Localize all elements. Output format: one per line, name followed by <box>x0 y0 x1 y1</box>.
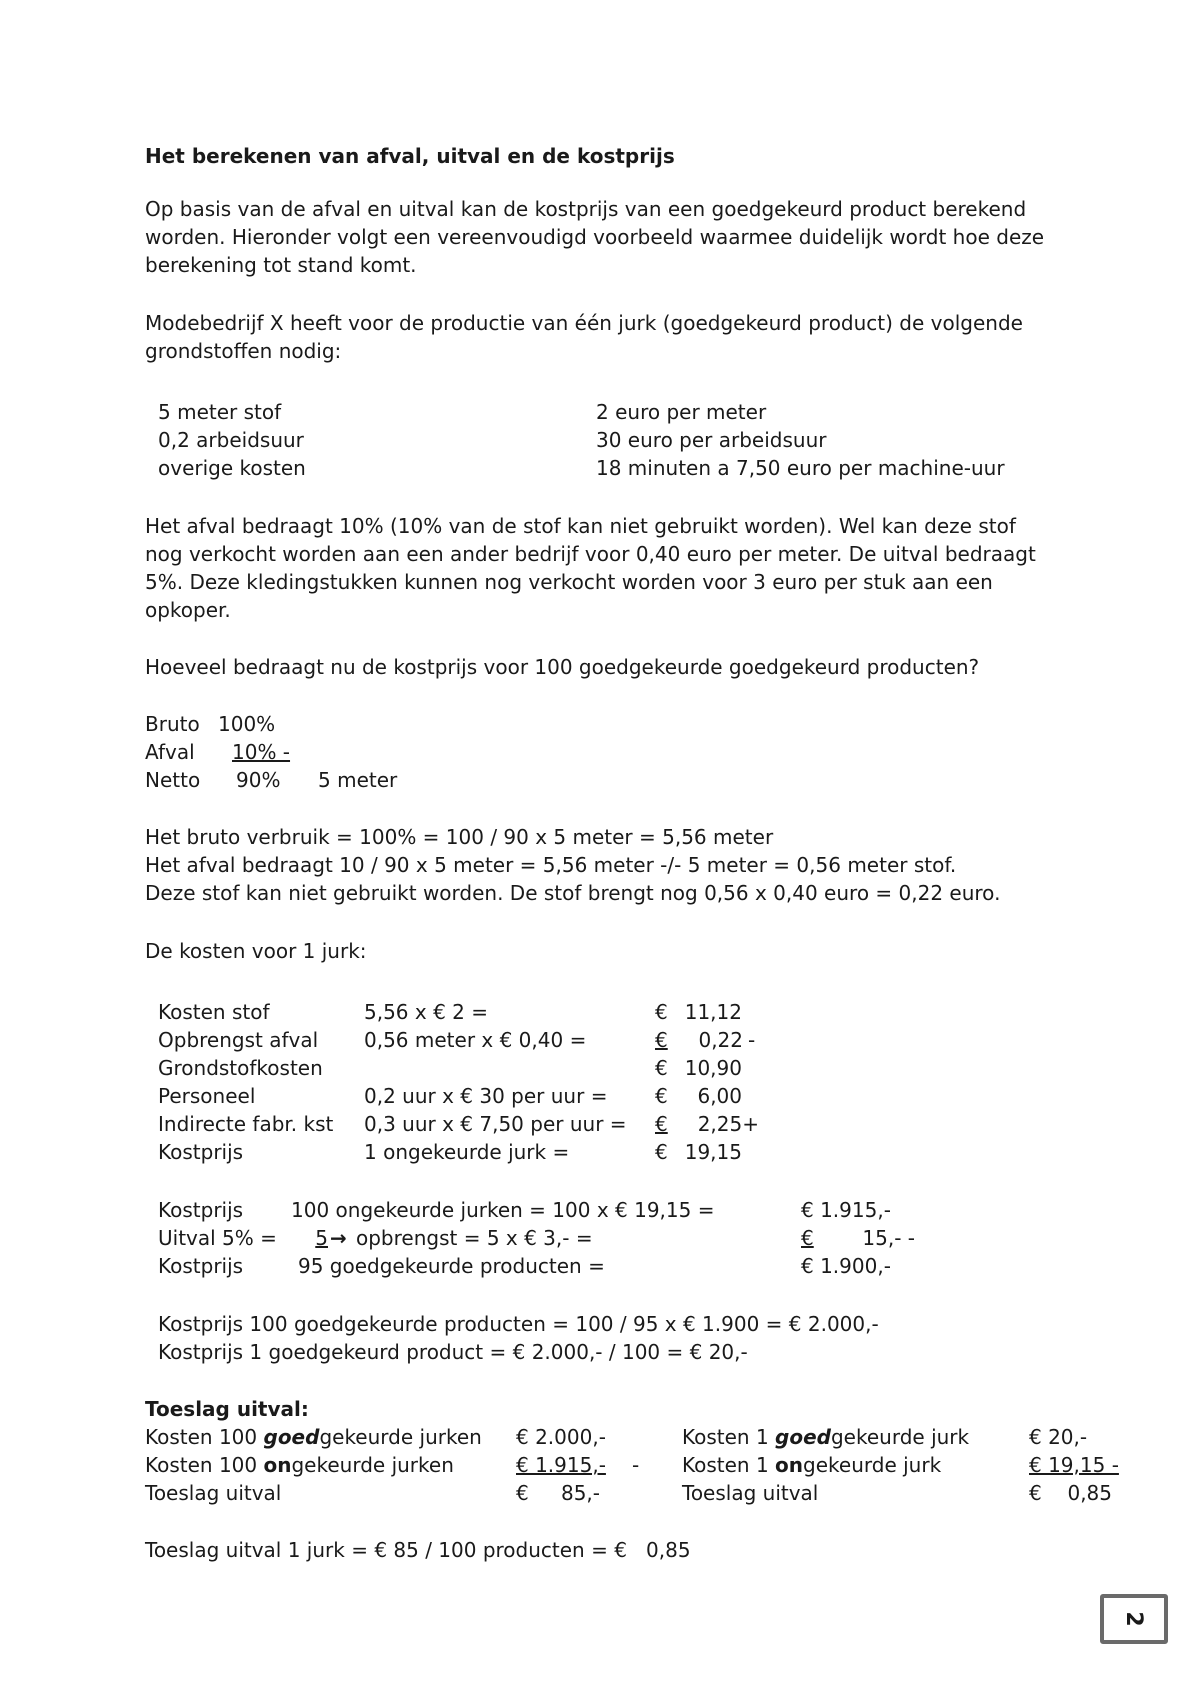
batch-calc: opbrengst = 5 x € 3,- = <box>356 1226 593 1250</box>
surcharge-emphasis: on <box>263 1453 292 1477</box>
netto-pct: 90% <box>236 768 281 792</box>
surcharge-value: 0,85 <box>1067 1481 1112 1505</box>
cost-amount: 6,00 <box>697 1084 742 1108</box>
cost-label: Kosten stof <box>158 1000 270 1024</box>
batch-value-underlined <box>801 1224 915 1252</box>
bruto-pct: 100% <box>218 712 276 736</box>
material-item: 5 meter stof <box>158 400 282 424</box>
cost-amount: 10,90 <box>684 1056 742 1080</box>
company-line: Modebedrijf X heeft voor de productie van één jurk (goedgekeurd product) de volgende <box>145 311 1023 335</box>
intro-line: Op basis van de afval en uitval kan de kostprijs van een goedgekeurd product berekend <box>145 197 1027 221</box>
cost-label: Indirecte fabr. kst <box>158 1112 334 1136</box>
surcharge-text: gekeurde jurken <box>319 1425 482 1449</box>
afval-pct: 10% - <box>232 740 291 764</box>
arrow-right-icon: → <box>330 1226 347 1250</box>
surcharge-emphasis: goed <box>775 1425 831 1449</box>
surcharge-left-line <box>145 1451 454 1479</box>
surcharge-label: Toeslag uitval <box>682 1481 819 1505</box>
calc-line: Het afval bedraagt 10 / 90 x 5 meter = 5,56 meter -/- 5 meter = 0,56 meter stof. <box>145 853 957 877</box>
page-number: 2 <box>1121 1611 1147 1627</box>
cost-euro: € <box>655 1084 668 1108</box>
intro-line: berekening tot stand komt. <box>145 253 417 277</box>
surcharge-right-line <box>682 1423 969 1451</box>
batch-label: Kostprijs <box>158 1198 244 1222</box>
batch-value: € 1.915,- <box>801 1198 891 1222</box>
cost-euro: € <box>655 1140 668 1164</box>
company-line: grondstoffen nodig: <box>145 339 342 363</box>
calc-line: Deze stof kan niet gebruikt worden. De stof brengt nog 0,56 x 0,40 euro = 0,22 euro. <box>145 881 1001 905</box>
cost-label: Grondstofkosten <box>158 1056 323 1080</box>
material-price: 30 euro per arbeidsuur <box>596 428 827 452</box>
uitval-number: 5 <box>315 1226 328 1250</box>
surcharge-value: 85,- <box>560 1481 600 1505</box>
final-line: Kostprijs 1 goedgekeurd product = € 2.000,- / 100 = € 20,- <box>158 1340 748 1364</box>
batch-label: Kostprijs <box>158 1254 244 1278</box>
cost-amount: 2,25+ <box>697 1112 759 1136</box>
batch-calc: 95 goedgekeurde producten = <box>298 1254 605 1278</box>
surcharge-emphasis: goed <box>263 1425 320 1449</box>
batch-euro: € <box>801 1226 814 1250</box>
question: Hoeveel bedraagt nu de kostprijs voor 100 goedgekeurde goedgekeurd producten? <box>145 655 980 679</box>
cost-calc: 5,56 x € 2 = <box>364 1000 489 1024</box>
waste-line: nog verkocht worden aan een ander bedrijf voor 0,40 euro per meter. De uitval bedraagt <box>145 542 1036 566</box>
cost-euro: € <box>655 1000 668 1024</box>
surcharge-label: Toeslag uitval <box>145 1481 282 1505</box>
surcharge-text: Kosten 100 <box>145 1453 264 1477</box>
batch-value: 15,- - <box>862 1226 915 1250</box>
cost-calc: 0,3 uur x € 7,50 per uur = <box>364 1112 627 1136</box>
cost-euro-underlined <box>655 1110 759 1138</box>
material-price: 2 euro per meter <box>596 400 767 424</box>
costs-heading: De kosten voor 1 jurk: <box>145 939 367 963</box>
surcharge-value: € 19,15 - <box>1029 1453 1119 1477</box>
cost-calc: 0,56 meter x € 0,40 = <box>364 1028 587 1052</box>
surcharge-heading: Toeslag uitval: <box>145 1397 309 1421</box>
cost-amount: 0,22 <box>698 1028 743 1052</box>
cost-amount: 19,15 <box>684 1140 742 1164</box>
batch-calc: 100 ongekeurde jurken = 100 x € 19,15 = <box>291 1198 715 1222</box>
cost-euro: € <box>655 1056 668 1080</box>
surcharge-value: € 2.000,- <box>516 1425 606 1449</box>
cost-euro-underlined <box>655 1026 745 1054</box>
cost-label: Personeel <box>158 1084 256 1108</box>
cost-euro: € <box>655 1028 668 1052</box>
netto-amount: 5 meter <box>318 768 398 792</box>
surcharge-value: € 1.915,- <box>516 1453 606 1477</box>
surcharge-right-line <box>682 1451 941 1479</box>
surcharge-suffix: - <box>632 1453 640 1477</box>
intro-line: worden. Hieronder volgt een vereenvoudigd voorbeeld waarmee duidelijk wordt hoe deze <box>145 225 1045 249</box>
surcharge-emphasis: on <box>775 1453 804 1477</box>
cost-euro: € <box>655 1112 668 1136</box>
bruto-label: Bruto <box>145 712 200 736</box>
page-number-box <box>1100 1594 1168 1644</box>
surcharge-value: € 20,- <box>1029 1425 1088 1449</box>
waste-line: opkoper. <box>145 598 231 622</box>
afval-label: Afval <box>145 740 195 764</box>
surcharge-text: Kosten 100 <box>145 1425 264 1449</box>
surcharge-text: gekeurde jurk <box>803 1453 942 1477</box>
waste-line: Het afval bedraagt 10% (10% van de stof kan niet gebruikt worden). Wel kan deze stof <box>145 514 1016 538</box>
surcharge-text: gekeurde jurk <box>830 1425 970 1449</box>
surcharge-text: gekeurde jurken <box>291 1453 454 1477</box>
calc-line: Het bruto verbruik = 100% = 100 / 90 x 5 meter = 5,56 meter <box>145 825 774 849</box>
material-item: 0,2 arbeidsuur <box>158 428 304 452</box>
material-item: overige kosten <box>158 456 306 480</box>
cost-calc: 1 ongekeurde jurk = <box>364 1140 570 1164</box>
final-line: Kostprijs 100 goedgekeurde producten = 100 / 95 x € 1.900 = € 2.000,- <box>158 1312 879 1336</box>
cost-calc: 0,2 uur x € 30 per uur = <box>364 1084 608 1108</box>
surcharge-euro: € <box>1029 1481 1042 1505</box>
surcharge-euro: € <box>516 1481 529 1505</box>
cost-amount: 11,12 <box>684 1000 742 1024</box>
uitval-prefix: Uitval 5% = <box>158 1226 277 1250</box>
surcharge-left-line <box>145 1423 482 1451</box>
netto-label: Netto <box>145 768 201 792</box>
cost-label: Opbrengst afval <box>158 1028 319 1052</box>
waste-line: 5%. Deze kledingstukken kunnen nog verkocht worden voor 3 euro per stuk aan een <box>145 570 993 594</box>
cost-suffix: - <box>748 1028 756 1052</box>
surcharge-text: Kosten 1 <box>682 1453 776 1477</box>
surcharge-text: Kosten 1 <box>682 1425 776 1449</box>
material-price: 18 minuten a 7,50 euro per machine-uur <box>596 456 1005 480</box>
page-title: Het berekenen van afval, uitval en de kostprijs <box>145 144 675 168</box>
cost-label: Kostprijs <box>158 1140 244 1164</box>
batch-value: € 1.900,- <box>801 1254 891 1278</box>
last-line: Toeslag uitval 1 jurk = € 85 / 100 producten = € 0,85 <box>145 1538 691 1562</box>
